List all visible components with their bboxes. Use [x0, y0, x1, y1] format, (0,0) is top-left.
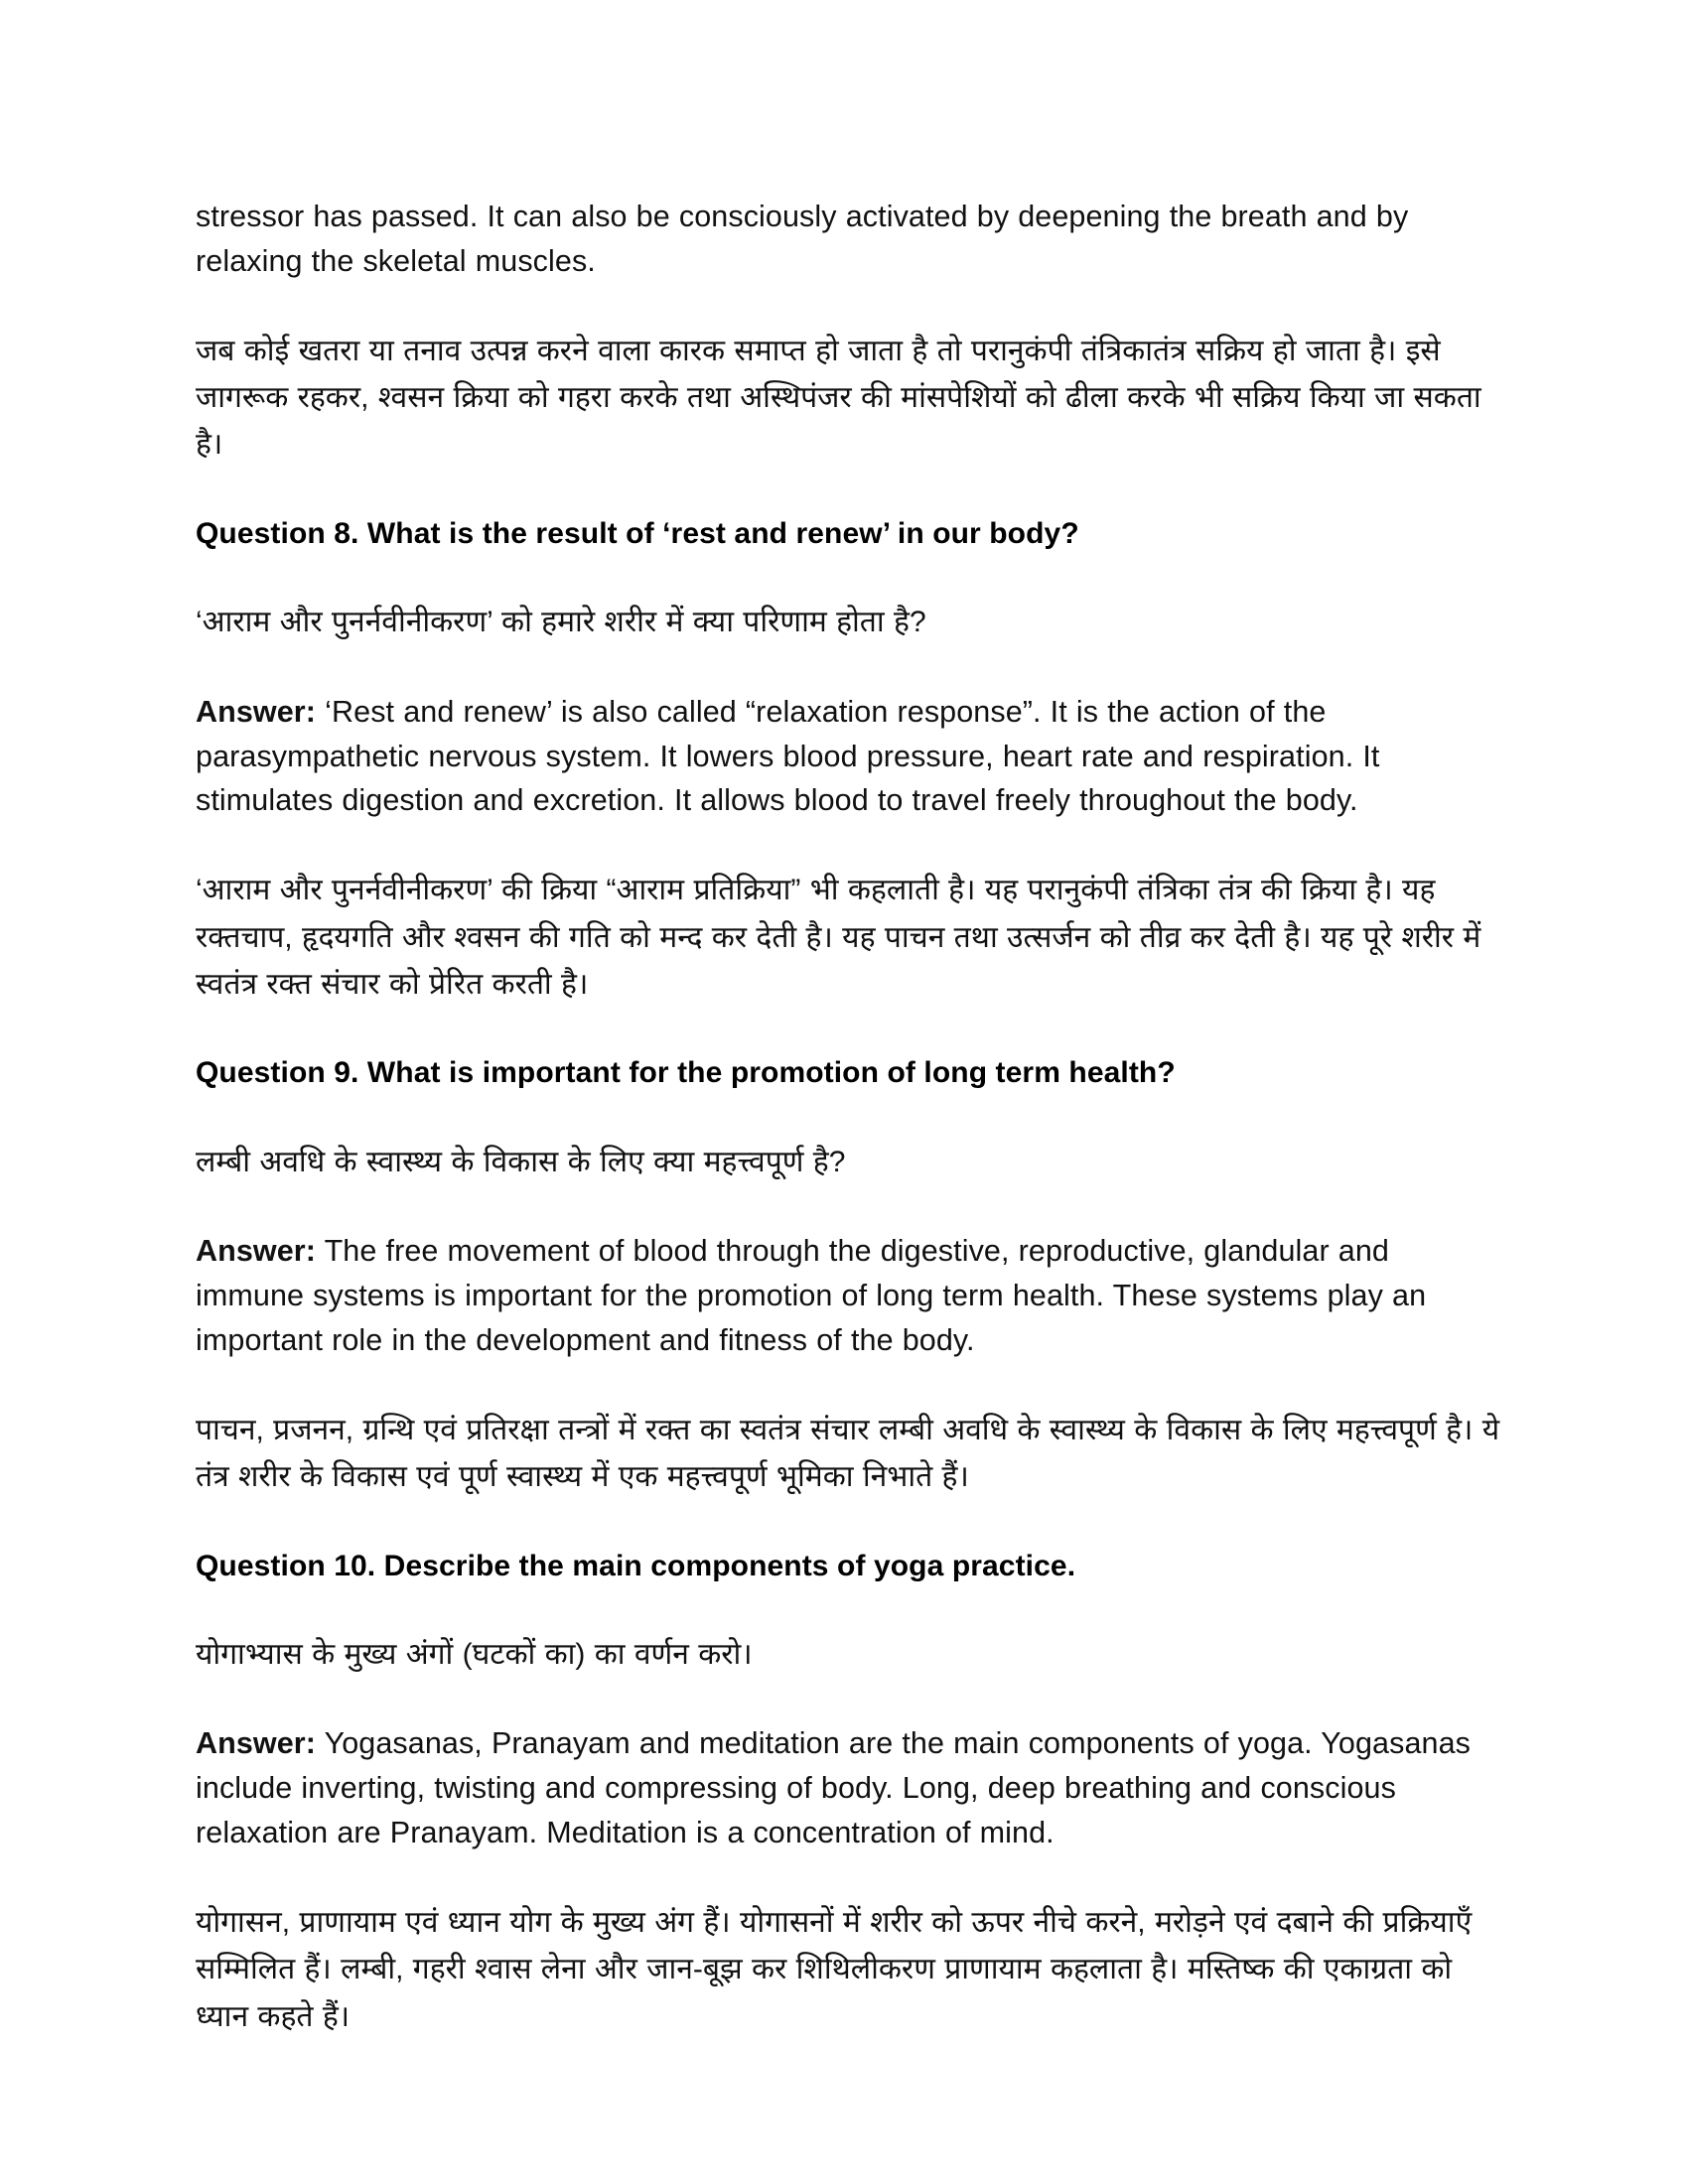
question-9-answer-hindi: पाचन, प्रजनन, ग्रन्थि एवं प्रतिरक्षा तन्त्रों में रक्त का स्वतंत्र संचार लम्बी अवधि के स्वास्थ्य के विकास के लिए महत्त्वपूर्ण है। ये तंत्र शरीर के विकास एवं पूर्ण स्वास्थ्य में एक महत्त्वपूर्ण भूमिका निभाते हैं।	[196, 1413, 1500, 1494]
answer-label: Answer:	[196, 1726, 317, 1761]
question-8-hindi-question: ‘आराम और पुनर्नवीनीकरण’ को हमारे शरीर में क्या परिणाम होता है?	[196, 606, 926, 639]
question-9-answer-english	[196, 1229, 1506, 1362]
answer-label: Answer:	[196, 694, 317, 729]
question-8-heading: Question 8. What is the result of ‘rest and renew’ in our body?	[196, 516, 1079, 550]
answer-text: Yogasanas, Pranayam and meditation are the main components of yoga. Yogasanas include inverting, twisting and compressing of body. Long, deep breathing and conscious relaxation are Pranayam. Meditation is a concentration of mind.	[196, 1726, 1471, 1850]
question-8-answer-english	[196, 690, 1506, 823]
question-9-heading: Question 9. What is important for the promotion of long term health?	[196, 1056, 1176, 1090]
question-10-hindi-question: योगाभ्यास के मुख्य अंगों (घटकों का) का वर्णन करो।	[196, 1638, 753, 1672]
page-content	[196, 195, 1506, 2040]
question-8-answer-hindi: ‘आराम और पुनर्नवीनीकरण’ की क्रिया “आराम प्रतिक्रिया” भी कहलाती है। यह परानुकंपी तंत्रिका तंत्र की क्रिया है। यह रक्तचाप, हृदयगति और श्वसन की गति को मन्द कर देती है। यह पाचन तथा उत्सर्जन को तीव्र कर देती है। यह पूरे शरीर में स्वतंत्र रक्त संचार को प्रेरित करती है।	[196, 874, 1481, 1001]
question-10-answer-english	[196, 1721, 1506, 1854]
question-10-answer-hindi: योगासन, प्राणायाम एवं ध्यान योग के मुख्य अंग हैं। योगासनों में शरीर को ऊपर नीचे करने, मरोड़ने एवं दबाने की प्रक्रियाएँ सम्मिलित हैं। लम्बी, गहरी श्वास लेना और जान-बूझ कर शिथिलीकरण प्राणायाम कहलाता है। मस्तिष्क की एकाग्रता को ध्यान कहते हैं।	[196, 1905, 1473, 2033]
answer-text: The free movement of blood through the digestive, reproductive, glandular and immune systems is important for the promotion of long term health. These systems play an important role in the development and fitness of the body.	[196, 1234, 1427, 1357]
question-9-hindi-question: लम्बी अवधि के स्वास्थ्य के विकास के लिए क्या महत्त्वपूर्ण है?	[196, 1145, 846, 1178]
intro-paragraph-hindi: जब कोई खतरा या तनाव उत्पन्न करने वाला कारक समाप्त हो जाता है तो परानुकंपी तंत्रिकातंत्र सक्रिय हो जाता है। इसे जागरूक रहकर, श्वसन क्रिया को गहरा करके तथा अस्थिपंजर की मांसपेशियों को ढीला करके भी सक्रिय किया जा सकता है।	[196, 334, 1481, 462]
answer-text: ‘Rest and renew’ is also called “relaxation response”. It is the action of the parasympathetic nervous system. It lowers blood pressure, heart rate and respiration. It stimulates digestion and excretion. It allows blood to travel freely throughout the body.	[196, 694, 1380, 818]
answer-label: Answer:	[196, 1234, 317, 1269]
intro-paragraph-english: stressor has passed. It can also be consciously activated by deepening the breath and by relaxing the skeletal muscles.	[196, 200, 1409, 278]
question-10-heading: Question 10. Describe the main components of yoga practice.	[196, 1549, 1076, 1582]
